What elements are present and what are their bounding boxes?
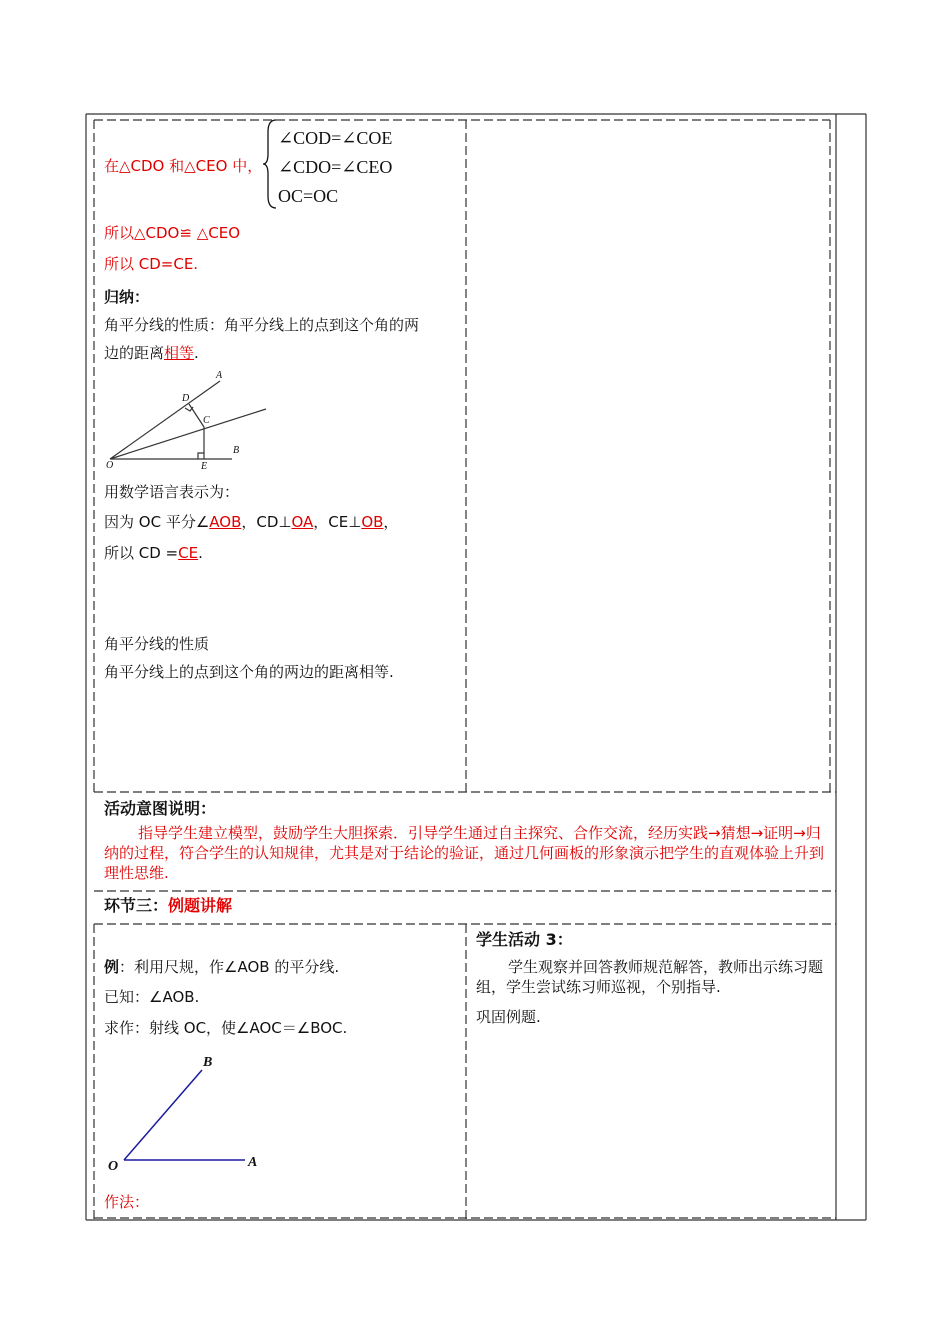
condition-2: ∠CDO=∠CEO bbox=[278, 157, 393, 177]
intent-title: 活动意图说明： bbox=[104, 799, 217, 818]
bisector-figure bbox=[100, 365, 280, 475]
construct-statement: 求作：射线 OC，使∠AOC＝∠BOC. bbox=[104, 1019, 348, 1037]
perp-cd bbox=[189, 404, 204, 427]
student-activity-title: 学生活动 3： bbox=[476, 930, 573, 949]
example-statement: 例：利用尺规，作∠AOB 的平分线. bbox=[104, 958, 340, 976]
given-statement: 已知：∠AOB. bbox=[104, 988, 200, 1006]
property-title: 角平分线的性质 bbox=[104, 635, 210, 653]
ray-oc bbox=[110, 409, 266, 459]
student-activity-text: 学生观察并回答教师规范解答，教师出示练习题组，学生尝试练习师巡视，个别指导. bbox=[476, 958, 824, 996]
intent-text: 指导学生建立模型，鼓励学生大胆探索．引导学生通过自主探究、合作交流，经历实践→猜想→证明→归纳的过程，符合学生的认知规律，尤其是对于结论的验证，通过几何画板的形象演示把学生的直观体验上升到理性思维. bbox=[104, 824, 825, 882]
label-a: A bbox=[216, 370, 223, 381]
ray-ob-example bbox=[124, 1070, 202, 1160]
label-o: O bbox=[106, 460, 114, 471]
math-language: 用数学语言表示为： bbox=[104, 483, 240, 501]
step3-heading: 环节三：例题讲解 bbox=[104, 896, 233, 915]
proof-conditions bbox=[278, 124, 392, 211]
blank-ce: CE bbox=[178, 544, 199, 562]
property-line1: 角平分线的性质：角平分线上的点到这个角的两 bbox=[104, 316, 420, 334]
proof-intro: 在△CDO 和△CEO 中， bbox=[104, 157, 263, 175]
condition-1: ∠COD=∠COE bbox=[278, 128, 393, 148]
summary-title: 归纳： bbox=[104, 288, 150, 306]
label-b-example: B bbox=[203, 1055, 213, 1070]
property-blank: 相等 bbox=[164, 344, 195, 362]
congruent-statement: 所以△CDO≌ △CEO bbox=[104, 224, 240, 242]
because-statement: 因为 OC 平分∠AOB，CD⊥OA，CE⊥OB， bbox=[104, 513, 399, 531]
blank-oa: OA bbox=[291, 513, 314, 531]
right-angle-d bbox=[185, 407, 193, 411]
consolidate-text: 巩固例题. bbox=[476, 1008, 541, 1026]
conclusion-statement: 所以 CD=CE. bbox=[104, 255, 199, 273]
label-o-example: O bbox=[108, 1159, 119, 1174]
label-d: D bbox=[182, 393, 190, 404]
property-line2: 边的距离相等. bbox=[104, 344, 199, 362]
blank-aob: AOB bbox=[209, 513, 242, 531]
angle-aob-figure bbox=[100, 1048, 275, 1176]
blank-ob: OB bbox=[361, 513, 384, 531]
condition-3: OC=OC bbox=[278, 186, 339, 206]
property-text: 角平分线上的点到这个角的两边的距离相等. bbox=[104, 663, 394, 681]
so-statement: 所以 CD =CE. bbox=[104, 544, 203, 562]
label-a-example: A bbox=[248, 1155, 258, 1170]
label-c: C bbox=[203, 415, 210, 426]
brace-icon bbox=[262, 118, 278, 210]
label-e: E bbox=[201, 461, 208, 472]
right-angle-e bbox=[198, 453, 204, 459]
method-label: 作法： bbox=[104, 1193, 150, 1211]
label-b: B bbox=[233, 445, 240, 456]
example-label: 例 bbox=[104, 958, 120, 976]
step3-title: 例题讲解 bbox=[168, 896, 233, 915]
